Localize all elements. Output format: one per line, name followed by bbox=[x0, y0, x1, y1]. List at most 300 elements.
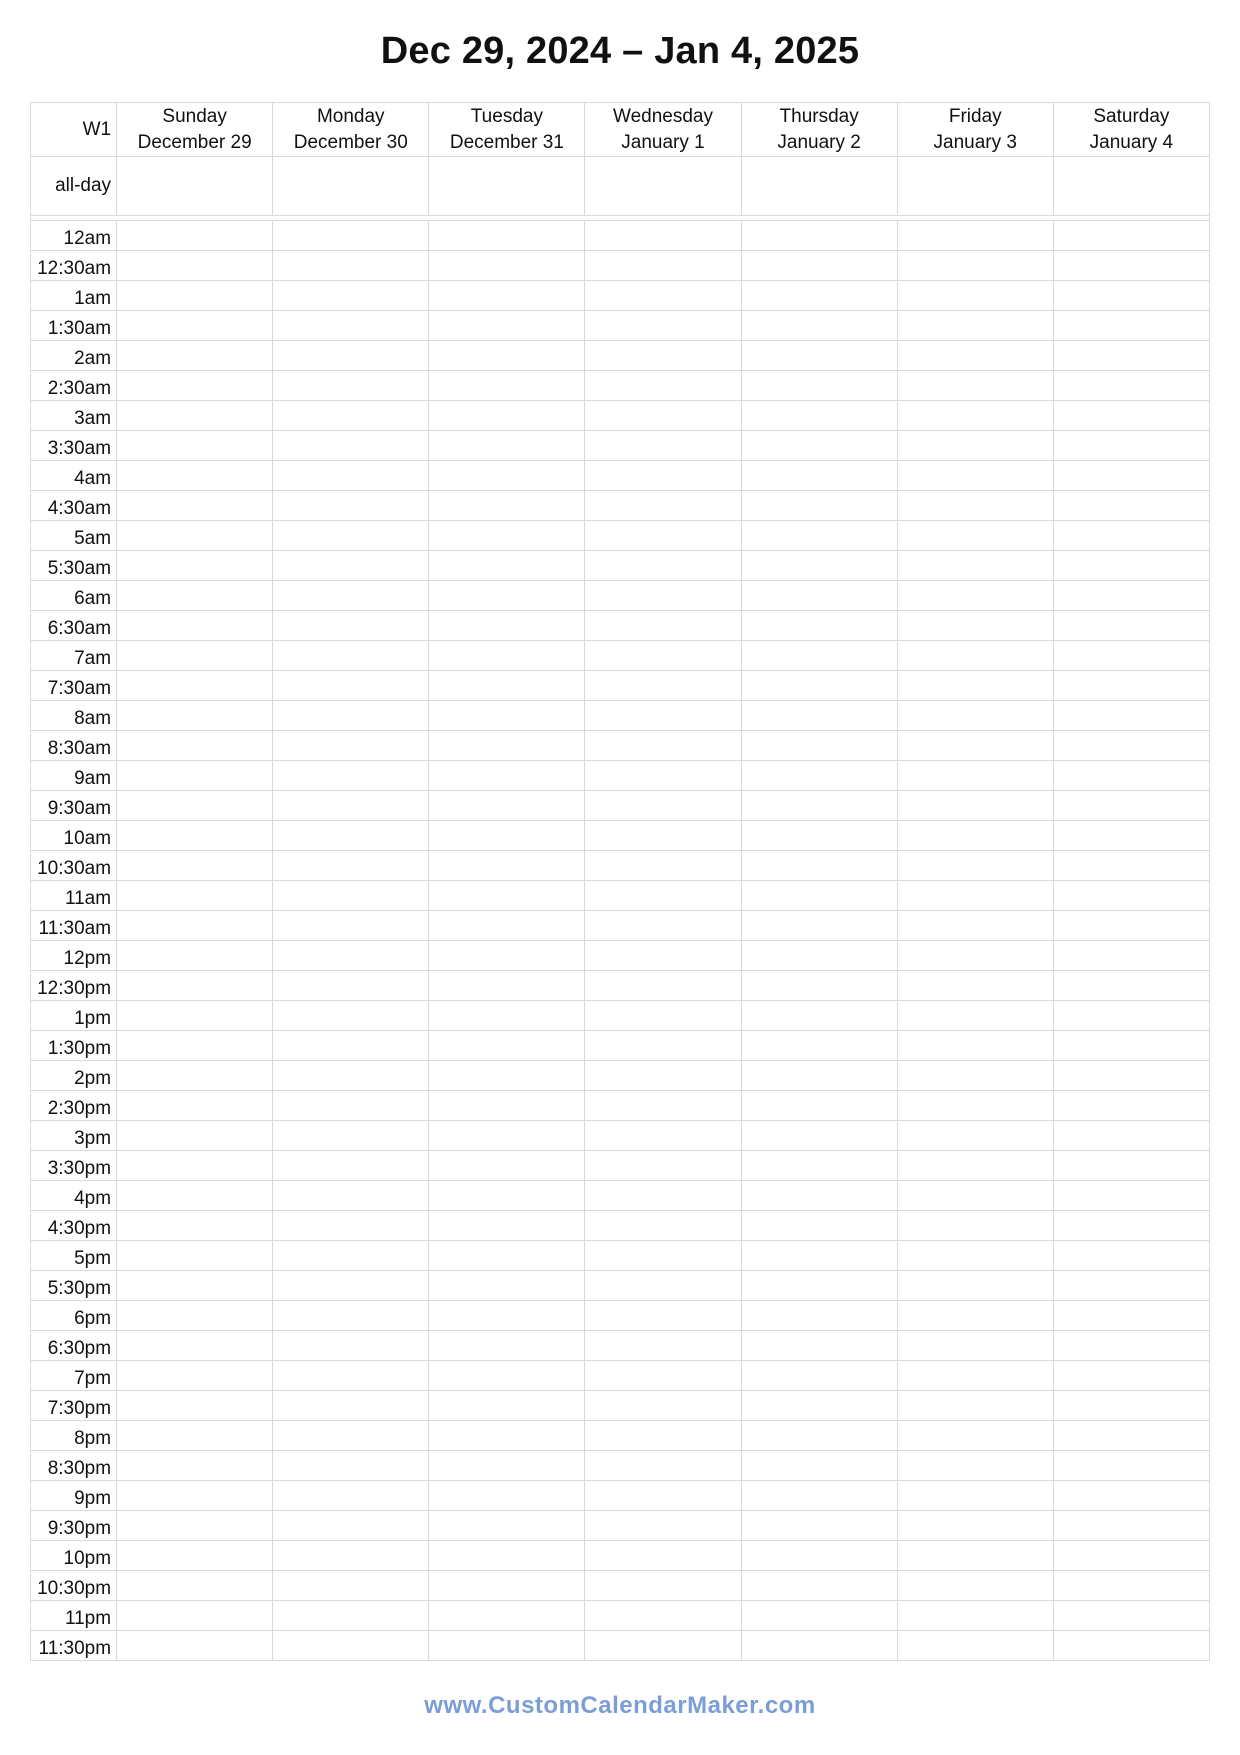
time-slot-cell[interactable] bbox=[117, 1091, 273, 1121]
time-slot-cell[interactable] bbox=[741, 1511, 897, 1541]
time-slot-cell[interactable] bbox=[273, 881, 429, 911]
time-slot-cell[interactable] bbox=[741, 371, 897, 401]
time-slot-cell[interactable] bbox=[273, 1601, 429, 1631]
time-slot-cell[interactable] bbox=[1053, 1361, 1209, 1391]
time-slot-cell[interactable] bbox=[741, 1451, 897, 1481]
time-slot-cell[interactable] bbox=[741, 1151, 897, 1181]
time-slot-cell[interactable] bbox=[117, 1271, 273, 1301]
time-slot-cell[interactable] bbox=[117, 881, 273, 911]
time-slot-cell[interactable] bbox=[1053, 221, 1209, 251]
time-slot-cell[interactable] bbox=[897, 1151, 1053, 1181]
time-slot-cell[interactable] bbox=[273, 1151, 429, 1181]
time-slot-cell[interactable] bbox=[273, 401, 429, 431]
time-slot-cell[interactable] bbox=[585, 1121, 741, 1151]
time-slot-cell[interactable] bbox=[429, 1541, 585, 1571]
time-slot-cell[interactable] bbox=[1053, 1451, 1209, 1481]
time-slot-cell[interactable] bbox=[585, 581, 741, 611]
time-slot-cell[interactable] bbox=[429, 611, 585, 641]
time-slot-cell[interactable] bbox=[429, 401, 585, 431]
time-slot-cell[interactable] bbox=[741, 1331, 897, 1361]
time-slot-cell[interactable] bbox=[429, 1211, 585, 1241]
time-slot-cell[interactable] bbox=[273, 581, 429, 611]
time-slot-cell[interactable] bbox=[585, 1151, 741, 1181]
time-slot-cell[interactable] bbox=[429, 251, 585, 281]
time-slot-cell[interactable] bbox=[117, 1511, 273, 1541]
time-slot-cell[interactable] bbox=[741, 851, 897, 881]
time-slot-cell[interactable] bbox=[741, 821, 897, 851]
time-slot-cell[interactable] bbox=[117, 851, 273, 881]
time-slot-cell[interactable] bbox=[897, 581, 1053, 611]
time-slot-cell[interactable] bbox=[897, 1571, 1053, 1601]
time-slot-cell[interactable] bbox=[897, 671, 1053, 701]
time-slot-cell[interactable] bbox=[585, 1091, 741, 1121]
time-slot-cell[interactable] bbox=[1053, 1421, 1209, 1451]
time-slot-cell[interactable] bbox=[429, 551, 585, 581]
time-slot-cell[interactable] bbox=[897, 731, 1053, 761]
time-slot-cell[interactable] bbox=[117, 1001, 273, 1031]
time-slot-cell[interactable] bbox=[273, 551, 429, 581]
time-slot-cell[interactable] bbox=[117, 1301, 273, 1331]
time-slot-cell[interactable] bbox=[1053, 1331, 1209, 1361]
time-slot-cell[interactable] bbox=[741, 1421, 897, 1451]
time-slot-cell[interactable] bbox=[897, 1121, 1053, 1151]
time-slot-cell[interactable] bbox=[741, 671, 897, 701]
time-slot-cell[interactable] bbox=[1053, 911, 1209, 941]
time-slot-cell[interactable] bbox=[741, 881, 897, 911]
time-slot-cell[interactable] bbox=[429, 1031, 585, 1061]
time-slot-cell[interactable] bbox=[429, 1511, 585, 1541]
time-slot-cell[interactable] bbox=[897, 461, 1053, 491]
time-slot-cell[interactable] bbox=[117, 1631, 273, 1661]
time-slot-cell[interactable] bbox=[741, 1541, 897, 1571]
time-slot-cell[interactable] bbox=[585, 1601, 741, 1631]
time-slot-cell[interactable] bbox=[741, 1091, 897, 1121]
time-slot-cell[interactable] bbox=[117, 431, 273, 461]
time-slot-cell[interactable] bbox=[273, 761, 429, 791]
time-slot-cell[interactable] bbox=[273, 1481, 429, 1511]
time-slot-cell[interactable] bbox=[1053, 1271, 1209, 1301]
time-slot-cell[interactable] bbox=[741, 221, 897, 251]
time-slot-cell[interactable] bbox=[1053, 551, 1209, 581]
time-slot-cell[interactable] bbox=[585, 611, 741, 641]
time-slot-cell[interactable] bbox=[273, 1031, 429, 1061]
time-slot-cell[interactable] bbox=[585, 281, 741, 311]
time-slot-cell[interactable] bbox=[741, 1391, 897, 1421]
time-slot-cell[interactable] bbox=[429, 371, 585, 401]
time-slot-cell[interactable] bbox=[117, 1121, 273, 1151]
time-slot-cell[interactable] bbox=[1053, 281, 1209, 311]
time-slot-cell[interactable] bbox=[897, 791, 1053, 821]
time-slot-cell[interactable] bbox=[741, 461, 897, 491]
time-slot-cell[interactable] bbox=[585, 971, 741, 1001]
time-slot-cell[interactable] bbox=[117, 1211, 273, 1241]
time-slot-cell[interactable] bbox=[429, 1391, 585, 1421]
time-slot-cell[interactable] bbox=[429, 791, 585, 821]
time-slot-cell[interactable] bbox=[1053, 1031, 1209, 1061]
all-day-cell[interactable] bbox=[117, 157, 273, 216]
time-slot-cell[interactable] bbox=[1053, 1541, 1209, 1571]
time-slot-cell[interactable] bbox=[897, 1421, 1053, 1451]
time-slot-cell[interactable] bbox=[429, 431, 585, 461]
time-slot-cell[interactable] bbox=[897, 251, 1053, 281]
time-slot-cell[interactable] bbox=[273, 1511, 429, 1541]
time-slot-cell[interactable] bbox=[117, 1481, 273, 1511]
time-slot-cell[interactable] bbox=[117, 1331, 273, 1361]
time-slot-cell[interactable] bbox=[429, 1061, 585, 1091]
time-slot-cell[interactable] bbox=[585, 1031, 741, 1061]
time-slot-cell[interactable] bbox=[741, 791, 897, 821]
time-slot-cell[interactable] bbox=[1053, 581, 1209, 611]
time-slot-cell[interactable] bbox=[897, 401, 1053, 431]
time-slot-cell[interactable] bbox=[585, 551, 741, 581]
time-slot-cell[interactable] bbox=[897, 521, 1053, 551]
time-slot-cell[interactable] bbox=[429, 461, 585, 491]
time-slot-cell[interactable] bbox=[273, 1271, 429, 1301]
time-slot-cell[interactable] bbox=[741, 251, 897, 281]
time-slot-cell[interactable] bbox=[1053, 491, 1209, 521]
time-slot-cell[interactable] bbox=[117, 311, 273, 341]
time-slot-cell[interactable] bbox=[585, 671, 741, 701]
time-slot-cell[interactable] bbox=[273, 1541, 429, 1571]
time-slot-cell[interactable] bbox=[429, 1421, 585, 1451]
time-slot-cell[interactable] bbox=[117, 911, 273, 941]
time-slot-cell[interactable] bbox=[897, 821, 1053, 851]
time-slot-cell[interactable] bbox=[585, 881, 741, 911]
time-slot-cell[interactable] bbox=[741, 1301, 897, 1331]
time-slot-cell[interactable] bbox=[897, 1481, 1053, 1511]
time-slot-cell[interactable] bbox=[741, 761, 897, 791]
time-slot-cell[interactable] bbox=[429, 1241, 585, 1271]
time-slot-cell[interactable] bbox=[429, 1091, 585, 1121]
time-slot-cell[interactable] bbox=[1053, 881, 1209, 911]
time-slot-cell[interactable] bbox=[429, 1601, 585, 1631]
time-slot-cell[interactable] bbox=[1053, 611, 1209, 641]
time-slot-cell[interactable] bbox=[117, 491, 273, 521]
time-slot-cell[interactable] bbox=[585, 1301, 741, 1331]
time-slot-cell[interactable] bbox=[741, 281, 897, 311]
time-slot-cell[interactable] bbox=[585, 371, 741, 401]
time-slot-cell[interactable] bbox=[585, 251, 741, 281]
time-slot-cell[interactable] bbox=[429, 641, 585, 671]
time-slot-cell[interactable] bbox=[741, 311, 897, 341]
time-slot-cell[interactable] bbox=[897, 281, 1053, 311]
time-slot-cell[interactable] bbox=[585, 1421, 741, 1451]
time-slot-cell[interactable] bbox=[429, 1361, 585, 1391]
time-slot-cell[interactable] bbox=[429, 1121, 585, 1151]
time-slot-cell[interactable] bbox=[741, 911, 897, 941]
time-slot-cell[interactable] bbox=[585, 461, 741, 491]
time-slot-cell[interactable] bbox=[897, 881, 1053, 911]
time-slot-cell[interactable] bbox=[741, 431, 897, 461]
time-slot-cell[interactable] bbox=[585, 1631, 741, 1661]
time-slot-cell[interactable] bbox=[1053, 1121, 1209, 1151]
time-slot-cell[interactable] bbox=[117, 251, 273, 281]
time-slot-cell[interactable] bbox=[429, 971, 585, 1001]
time-slot-cell[interactable] bbox=[1053, 1511, 1209, 1541]
all-day-cell[interactable] bbox=[429, 157, 585, 216]
time-slot-cell[interactable] bbox=[117, 791, 273, 821]
time-slot-cell[interactable] bbox=[117, 641, 273, 671]
time-slot-cell[interactable] bbox=[897, 431, 1053, 461]
time-slot-cell[interactable] bbox=[429, 821, 585, 851]
time-slot-cell[interactable] bbox=[897, 1031, 1053, 1061]
time-slot-cell[interactable] bbox=[897, 611, 1053, 641]
time-slot-cell[interactable] bbox=[897, 911, 1053, 941]
time-slot-cell[interactable] bbox=[897, 1271, 1053, 1301]
time-slot-cell[interactable] bbox=[273, 1451, 429, 1481]
time-slot-cell[interactable] bbox=[897, 1541, 1053, 1571]
time-slot-cell[interactable] bbox=[741, 401, 897, 431]
time-slot-cell[interactable] bbox=[585, 641, 741, 671]
time-slot-cell[interactable] bbox=[429, 221, 585, 251]
time-slot-cell[interactable] bbox=[273, 671, 429, 701]
time-slot-cell[interactable] bbox=[117, 611, 273, 641]
time-slot-cell[interactable] bbox=[1053, 431, 1209, 461]
time-slot-cell[interactable] bbox=[429, 1001, 585, 1031]
time-slot-cell[interactable] bbox=[273, 341, 429, 371]
time-slot-cell[interactable] bbox=[117, 1451, 273, 1481]
time-slot-cell[interactable] bbox=[585, 1271, 741, 1301]
time-slot-cell[interactable] bbox=[1053, 311, 1209, 341]
time-slot-cell[interactable] bbox=[273, 431, 429, 461]
time-slot-cell[interactable] bbox=[897, 551, 1053, 581]
time-slot-cell[interactable] bbox=[429, 1631, 585, 1661]
time-slot-cell[interactable] bbox=[273, 1211, 429, 1241]
time-slot-cell[interactable] bbox=[117, 1181, 273, 1211]
time-slot-cell[interactable] bbox=[273, 851, 429, 881]
time-slot-cell[interactable] bbox=[273, 311, 429, 341]
time-slot-cell[interactable] bbox=[117, 671, 273, 701]
time-slot-cell[interactable] bbox=[429, 731, 585, 761]
time-slot-cell[interactable] bbox=[429, 671, 585, 701]
time-slot-cell[interactable] bbox=[1053, 1481, 1209, 1511]
time-slot-cell[interactable] bbox=[273, 461, 429, 491]
time-slot-cell[interactable] bbox=[273, 1121, 429, 1151]
time-slot-cell[interactable] bbox=[1053, 821, 1209, 851]
time-slot-cell[interactable] bbox=[897, 1361, 1053, 1391]
time-slot-cell[interactable] bbox=[1053, 251, 1209, 281]
time-slot-cell[interactable] bbox=[429, 851, 585, 881]
time-slot-cell[interactable] bbox=[741, 1001, 897, 1031]
time-slot-cell[interactable] bbox=[897, 1181, 1053, 1211]
time-slot-cell[interactable] bbox=[897, 1001, 1053, 1031]
time-slot-cell[interactable] bbox=[585, 491, 741, 521]
footer-url[interactable]: www.CustomCalendarMaker.com bbox=[424, 1692, 816, 1719]
time-slot-cell[interactable] bbox=[585, 1571, 741, 1601]
time-slot-cell[interactable] bbox=[273, 521, 429, 551]
time-slot-cell[interactable] bbox=[117, 551, 273, 581]
time-slot-cell[interactable] bbox=[585, 731, 741, 761]
time-slot-cell[interactable] bbox=[1053, 1211, 1209, 1241]
time-slot-cell[interactable] bbox=[1053, 641, 1209, 671]
time-slot-cell[interactable] bbox=[741, 641, 897, 671]
time-slot-cell[interactable] bbox=[273, 1571, 429, 1601]
time-slot-cell[interactable] bbox=[897, 761, 1053, 791]
all-day-cell[interactable] bbox=[897, 157, 1053, 216]
time-slot-cell[interactable] bbox=[1053, 1061, 1209, 1091]
time-slot-cell[interactable] bbox=[117, 701, 273, 731]
time-slot-cell[interactable] bbox=[117, 221, 273, 251]
time-slot-cell[interactable] bbox=[273, 1091, 429, 1121]
time-slot-cell[interactable] bbox=[741, 1211, 897, 1241]
time-slot-cell[interactable] bbox=[585, 911, 741, 941]
time-slot-cell[interactable] bbox=[1053, 761, 1209, 791]
time-slot-cell[interactable] bbox=[585, 1481, 741, 1511]
time-slot-cell[interactable] bbox=[741, 581, 897, 611]
time-slot-cell[interactable] bbox=[117, 1151, 273, 1181]
time-slot-cell[interactable] bbox=[1053, 1241, 1209, 1271]
time-slot-cell[interactable] bbox=[1053, 521, 1209, 551]
time-slot-cell[interactable] bbox=[585, 341, 741, 371]
time-slot-cell[interactable] bbox=[273, 491, 429, 521]
time-slot-cell[interactable] bbox=[117, 1361, 273, 1391]
time-slot-cell[interactable] bbox=[585, 1391, 741, 1421]
time-slot-cell[interactable] bbox=[117, 731, 273, 761]
time-slot-cell[interactable] bbox=[741, 1121, 897, 1151]
time-slot-cell[interactable] bbox=[117, 821, 273, 851]
time-slot-cell[interactable] bbox=[429, 1331, 585, 1361]
time-slot-cell[interactable] bbox=[117, 281, 273, 311]
time-slot-cell[interactable] bbox=[585, 1451, 741, 1481]
time-slot-cell[interactable] bbox=[429, 761, 585, 791]
time-slot-cell[interactable] bbox=[897, 371, 1053, 401]
time-slot-cell[interactable] bbox=[429, 491, 585, 521]
all-day-cell[interactable] bbox=[273, 157, 429, 216]
time-slot-cell[interactable] bbox=[117, 461, 273, 491]
time-slot-cell[interactable] bbox=[1053, 1301, 1209, 1331]
time-slot-cell[interactable] bbox=[585, 791, 741, 821]
all-day-cell[interactable] bbox=[585, 157, 741, 216]
time-slot-cell[interactable] bbox=[273, 791, 429, 821]
time-slot-cell[interactable] bbox=[1053, 1151, 1209, 1181]
time-slot-cell[interactable] bbox=[741, 1181, 897, 1211]
time-slot-cell[interactable] bbox=[273, 821, 429, 851]
time-slot-cell[interactable] bbox=[273, 731, 429, 761]
time-slot-cell[interactable] bbox=[1053, 1001, 1209, 1031]
time-slot-cell[interactable] bbox=[897, 1601, 1053, 1631]
time-slot-cell[interactable] bbox=[585, 1361, 741, 1391]
time-slot-cell[interactable] bbox=[429, 581, 585, 611]
time-slot-cell[interactable] bbox=[273, 701, 429, 731]
time-slot-cell[interactable] bbox=[741, 341, 897, 371]
time-slot-cell[interactable] bbox=[741, 971, 897, 1001]
time-slot-cell[interactable] bbox=[429, 881, 585, 911]
time-slot-cell[interactable] bbox=[897, 311, 1053, 341]
time-slot-cell[interactable] bbox=[117, 1241, 273, 1271]
time-slot-cell[interactable] bbox=[585, 1241, 741, 1271]
time-slot-cell[interactable] bbox=[897, 341, 1053, 371]
time-slot-cell[interactable] bbox=[429, 341, 585, 371]
time-slot-cell[interactable] bbox=[585, 1211, 741, 1241]
time-slot-cell[interactable] bbox=[897, 1451, 1053, 1481]
time-slot-cell[interactable] bbox=[741, 611, 897, 641]
time-slot-cell[interactable] bbox=[273, 221, 429, 251]
time-slot-cell[interactable] bbox=[897, 1631, 1053, 1661]
time-slot-cell[interactable] bbox=[273, 641, 429, 671]
time-slot-cell[interactable] bbox=[429, 1301, 585, 1331]
time-slot-cell[interactable] bbox=[429, 1271, 585, 1301]
time-slot-cell[interactable] bbox=[741, 521, 897, 551]
time-slot-cell[interactable] bbox=[273, 1421, 429, 1451]
time-slot-cell[interactable] bbox=[117, 1601, 273, 1631]
time-slot-cell[interactable] bbox=[117, 971, 273, 1001]
time-slot-cell[interactable] bbox=[897, 1091, 1053, 1121]
time-slot-cell[interactable] bbox=[741, 731, 897, 761]
time-slot-cell[interactable] bbox=[1053, 341, 1209, 371]
time-slot-cell[interactable] bbox=[897, 1301, 1053, 1331]
time-slot-cell[interactable] bbox=[585, 1511, 741, 1541]
time-slot-cell[interactable] bbox=[741, 1061, 897, 1091]
time-slot-cell[interactable] bbox=[429, 941, 585, 971]
time-slot-cell[interactable] bbox=[1053, 701, 1209, 731]
time-slot-cell[interactable] bbox=[585, 941, 741, 971]
time-slot-cell[interactable] bbox=[429, 1151, 585, 1181]
time-slot-cell[interactable] bbox=[273, 371, 429, 401]
time-slot-cell[interactable] bbox=[273, 251, 429, 281]
time-slot-cell[interactable] bbox=[273, 1061, 429, 1091]
time-slot-cell[interactable] bbox=[429, 701, 585, 731]
time-slot-cell[interactable] bbox=[741, 1571, 897, 1601]
time-slot-cell[interactable] bbox=[585, 851, 741, 881]
time-slot-cell[interactable] bbox=[429, 1181, 585, 1211]
time-slot-cell[interactable] bbox=[897, 491, 1053, 521]
time-slot-cell[interactable] bbox=[741, 701, 897, 731]
time-slot-cell[interactable] bbox=[1053, 1571, 1209, 1601]
time-slot-cell[interactable] bbox=[273, 611, 429, 641]
time-slot-cell[interactable] bbox=[1053, 671, 1209, 701]
time-slot-cell[interactable] bbox=[741, 941, 897, 971]
time-slot-cell[interactable] bbox=[741, 1031, 897, 1061]
time-slot-cell[interactable] bbox=[585, 1331, 741, 1361]
time-slot-cell[interactable] bbox=[273, 1001, 429, 1031]
time-slot-cell[interactable] bbox=[117, 1571, 273, 1601]
time-slot-cell[interactable] bbox=[897, 1061, 1053, 1091]
time-slot-cell[interactable] bbox=[1053, 971, 1209, 1001]
time-slot-cell[interactable] bbox=[897, 221, 1053, 251]
time-slot-cell[interactable] bbox=[585, 311, 741, 341]
time-slot-cell[interactable] bbox=[273, 1361, 429, 1391]
time-slot-cell[interactable] bbox=[117, 1061, 273, 1091]
time-slot-cell[interactable] bbox=[1053, 1631, 1209, 1661]
time-slot-cell[interactable] bbox=[585, 1181, 741, 1211]
time-slot-cell[interactable] bbox=[897, 1331, 1053, 1361]
time-slot-cell[interactable] bbox=[1053, 401, 1209, 431]
time-slot-cell[interactable] bbox=[273, 971, 429, 1001]
time-slot-cell[interactable] bbox=[1053, 851, 1209, 881]
time-slot-cell[interactable] bbox=[117, 1031, 273, 1061]
time-slot-cell[interactable] bbox=[1053, 371, 1209, 401]
time-slot-cell[interactable] bbox=[741, 491, 897, 521]
time-slot-cell[interactable] bbox=[273, 1301, 429, 1331]
time-slot-cell[interactable] bbox=[897, 701, 1053, 731]
all-day-cell[interactable] bbox=[741, 157, 897, 216]
time-slot-cell[interactable] bbox=[117, 341, 273, 371]
time-slot-cell[interactable] bbox=[1053, 941, 1209, 971]
time-slot-cell[interactable] bbox=[429, 911, 585, 941]
time-slot-cell[interactable] bbox=[117, 581, 273, 611]
time-slot-cell[interactable] bbox=[1053, 1181, 1209, 1211]
time-slot-cell[interactable] bbox=[273, 1241, 429, 1271]
time-slot-cell[interactable] bbox=[1053, 461, 1209, 491]
time-slot-cell[interactable] bbox=[897, 851, 1053, 881]
time-slot-cell[interactable] bbox=[897, 1211, 1053, 1241]
time-slot-cell[interactable] bbox=[117, 521, 273, 551]
time-slot-cell[interactable] bbox=[897, 971, 1053, 1001]
time-slot-cell[interactable] bbox=[273, 281, 429, 311]
time-slot-cell[interactable] bbox=[897, 1511, 1053, 1541]
time-slot-cell[interactable] bbox=[897, 941, 1053, 971]
time-slot-cell[interactable] bbox=[429, 1571, 585, 1601]
